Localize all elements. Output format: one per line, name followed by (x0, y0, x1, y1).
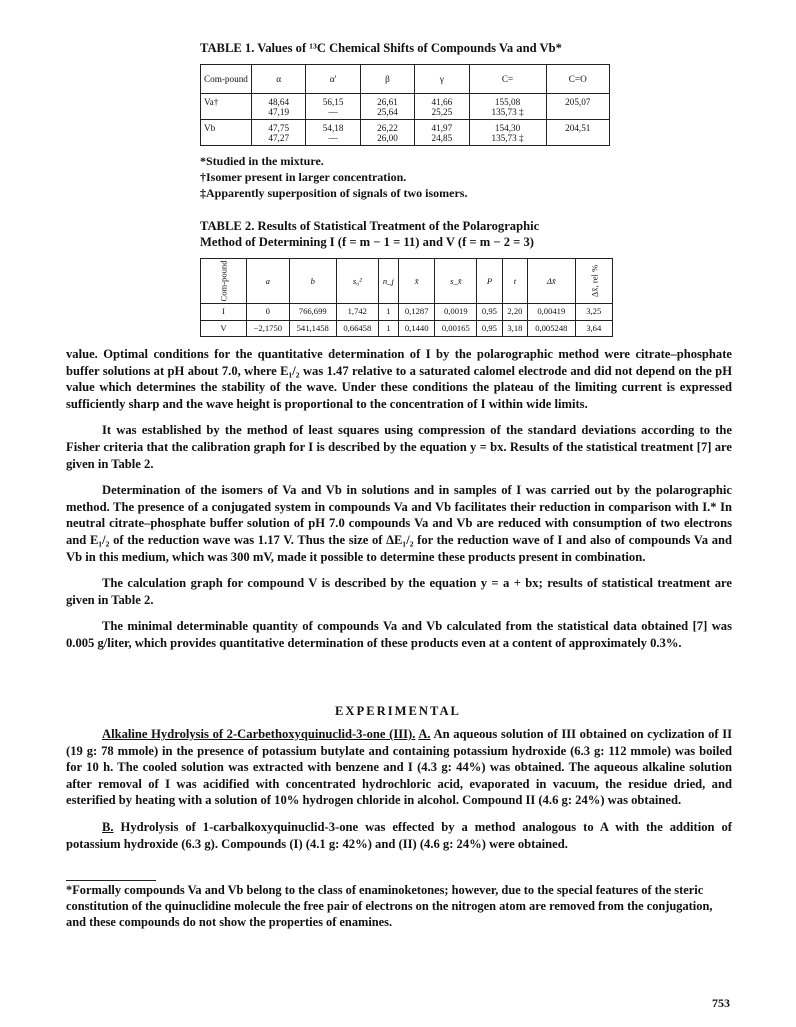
table2-cell: 766,699 (289, 304, 336, 321)
table1-note: ‡Apparently superposition of signals of two isomers. (200, 186, 468, 200)
table2-cell: 2,20 (502, 304, 527, 321)
table-row (201, 320, 613, 337)
table1-cell: 155,08 135,73 ‡ (469, 94, 546, 120)
table1-note: †Isomer present in larger concentration. (200, 170, 407, 184)
table-row (201, 120, 610, 146)
table1-header-compound: Com-pound (201, 65, 252, 94)
table2-cell: 0,95 (477, 320, 502, 337)
table1-cell: 47,75 47,27 (252, 120, 306, 146)
table2 (200, 258, 613, 337)
body-text (66, 346, 732, 652)
table2-header-nj: n_j (378, 259, 398, 304)
table1-header-c-o: C=O (546, 65, 609, 94)
footnote-rule (66, 880, 156, 881)
table1-cell: Va† (201, 94, 252, 120)
table1-header-beta: β (360, 65, 414, 94)
table2-header-delta-x: Δx̄ (528, 259, 575, 304)
procedure-b-label: B. (102, 819, 114, 834)
table1-header-gamma: γ (415, 65, 469, 94)
table1-cell: 48,64 47,19 (252, 94, 306, 120)
table1-cell: 205,07 (546, 94, 609, 120)
table1-cell: Vb (201, 120, 252, 146)
footnote: *Formally compounds Va and Vb belong to the class of enaminoketones; however, due to the special features of the steric constitution of the quinuclidine molecule the free pair of electrons on the nitrogen atom are removed from the conjugation, and these compounds do not show the properties of enamines. (66, 883, 713, 929)
table1 (200, 64, 610, 146)
paragraph: It was established by the method of least squares using compression of the standard deviations according to the Fisher criteria that the calibration graph for I is described by the equation y = bx. Results of the statistical treatment [7] are given in Table 2. (66, 423, 732, 471)
paragraph (66, 819, 732, 852)
table2-cell: 1 (378, 304, 398, 321)
table2-header-compound: Com-pound (218, 260, 229, 302)
paragraph: The minimal determinable quantity of compounds Va and Vb calculated from the statistical data obtained [7] was 0.005 g/liter, which provides quantitative determination of these products even at a content of approximately 0.3%. (66, 619, 732, 650)
table1-cell: 56,15 — (306, 94, 360, 120)
table2-cell: 1,742 (336, 304, 378, 321)
table1-note: *Studied in the mixture. (200, 154, 324, 168)
table2-cell: 0,1440 (399, 320, 435, 337)
procedure-a-title: Alkaline Hydrolysis of 2-Carbethoxyquinuclid-3-one (III). (102, 727, 416, 741)
table-row (201, 304, 613, 321)
table2-header-xbar: x̄ (399, 259, 435, 304)
table1-cell: 41,66 25,25 (415, 94, 469, 120)
table2-cell: 0,00165 (435, 320, 477, 337)
table1-cell: 54,18 — (306, 120, 360, 146)
table1-cell: 26,22 26,00 (360, 120, 414, 146)
table1-header-alpha-prime: α' (306, 65, 360, 94)
table2-header-t: t (502, 259, 527, 304)
table1-cell: 41,97 24,85 (415, 120, 469, 146)
experimental-text (66, 726, 732, 852)
table2-header-sx: s_x̄ (435, 259, 477, 304)
paragraph (66, 726, 732, 809)
table1-header-c-eq: C= (469, 65, 546, 94)
table2-header-s0: s₀² (336, 259, 378, 304)
paragraph: Determination of the isomers of Va and Vb in solutions and in samples of I was carried out by the polarographic method. The presence of a conjugated system in compounds Va and Vb facilitates their reduction in comparison with I.* In neutral citrate–phosphate buffer solution of pH 7.0 compounds Va and Vb are reduced with consumption of two electrons and E₁/₂ of the reduction wave was 1.17 V. Thus the size of ΔE₁/₂ for the reduction wave of I and also of compounds Va and Vb in this medium, which was 300 mV, made it possible to determine these products present in combination. (66, 483, 732, 564)
paragraph: The calculation graph for compound V is described by the equation y = a + bx; results of statistical treatment are given in Table 2. (66, 576, 732, 607)
table2-cell: 0,0019 (435, 304, 477, 321)
table2-header-a: a (247, 259, 290, 304)
table2-cell: 0,005248 (528, 320, 575, 337)
table2-cell: I (201, 304, 247, 321)
table2-header-p: P (477, 259, 502, 304)
paragraph: value. Optimal conditions for the quantitative determination of I by the polarographic method were citrate–phosphate buffer solutions at pH about 7.0, where E₁/₂ was 1.47 relative to a saturated calomel electrode and did not depend on the pH value which determines the stability of the wave. Under these conditions the plateau of the limiting current is expressed sufficiently sharp and the wave height is proportional to the concentration of I within wide limits. (66, 347, 732, 411)
table2-header-b: b (289, 259, 336, 304)
table2-cell: 0,66458 (336, 320, 378, 337)
procedure-a-label: A. (418, 727, 431, 741)
table2-cell: 0 (247, 304, 290, 321)
table1-cell: 154,30 135,73 ‡ (469, 120, 546, 146)
table2-cell: 3,64 (575, 320, 613, 337)
table2-cell: −2,1750 (247, 320, 290, 337)
procedure-a-text: An aqueous solution of III obtained on cyclization of II (19 g: 78 mmole) in the presence of potassium butylate and containing potassium hydroxide (6.3 g: 112 mmole) was boiled for 10 h. The cooled solution was extracted with benzene and I (4.3 g: 44%) was obtained. The aqueous alkaline solution after removal of I was acidified with concentrated hydrochloric acid, evaporated in vacuum, the residue dried, and esterified by heating with a solution of 10% hydrogen chloride in alcohol. Compound II (4.6 g: 24%) was obtained. (66, 727, 732, 808)
table1-cell: 204,51 (546, 120, 609, 146)
table2-title-line1: TABLE 2. Results of Statistical Treatment of the Polarographic (200, 219, 540, 233)
table1-title: TABLE 1. Values of ¹³C Chemical Shifts of Compounds Va and Vb* (200, 41, 562, 55)
table2-cell: 3,25 (575, 304, 613, 321)
section-heading: EXPERIMENTAL (335, 704, 461, 718)
table-row (201, 94, 610, 120)
table2-cell: 0,00419 (528, 304, 575, 321)
table1-cell: 26,61 25,64 (360, 94, 414, 120)
table2-cell: 541,1458 (289, 320, 336, 337)
table2-cell: 0,95 (477, 304, 502, 321)
table2-cell: V (201, 320, 247, 337)
table2-cell: 1 (378, 320, 398, 337)
table2-header-delta-rel: Δx̄, rel % (588, 264, 599, 298)
page-number: 753 (712, 996, 730, 1010)
procedure-b-text: Hydrolysis of 1-carbalkoxyquinuclid-3-one was effected by a method analogous to A with the addition of potassium hydroxide (6.3 g). Compounds (I) (4.1 g: 42%) and (II) (4.6 g: 24%) were obtained. (66, 819, 732, 851)
table2-cell: 3,18 (502, 320, 527, 337)
table2-cell: 0,1287 (399, 304, 435, 321)
table1-header-alpha: α (252, 65, 306, 94)
table2-title-line2: Method of Determining I (f = m − 1 = 11) and V (f = m − 2 = 3) (200, 235, 534, 249)
